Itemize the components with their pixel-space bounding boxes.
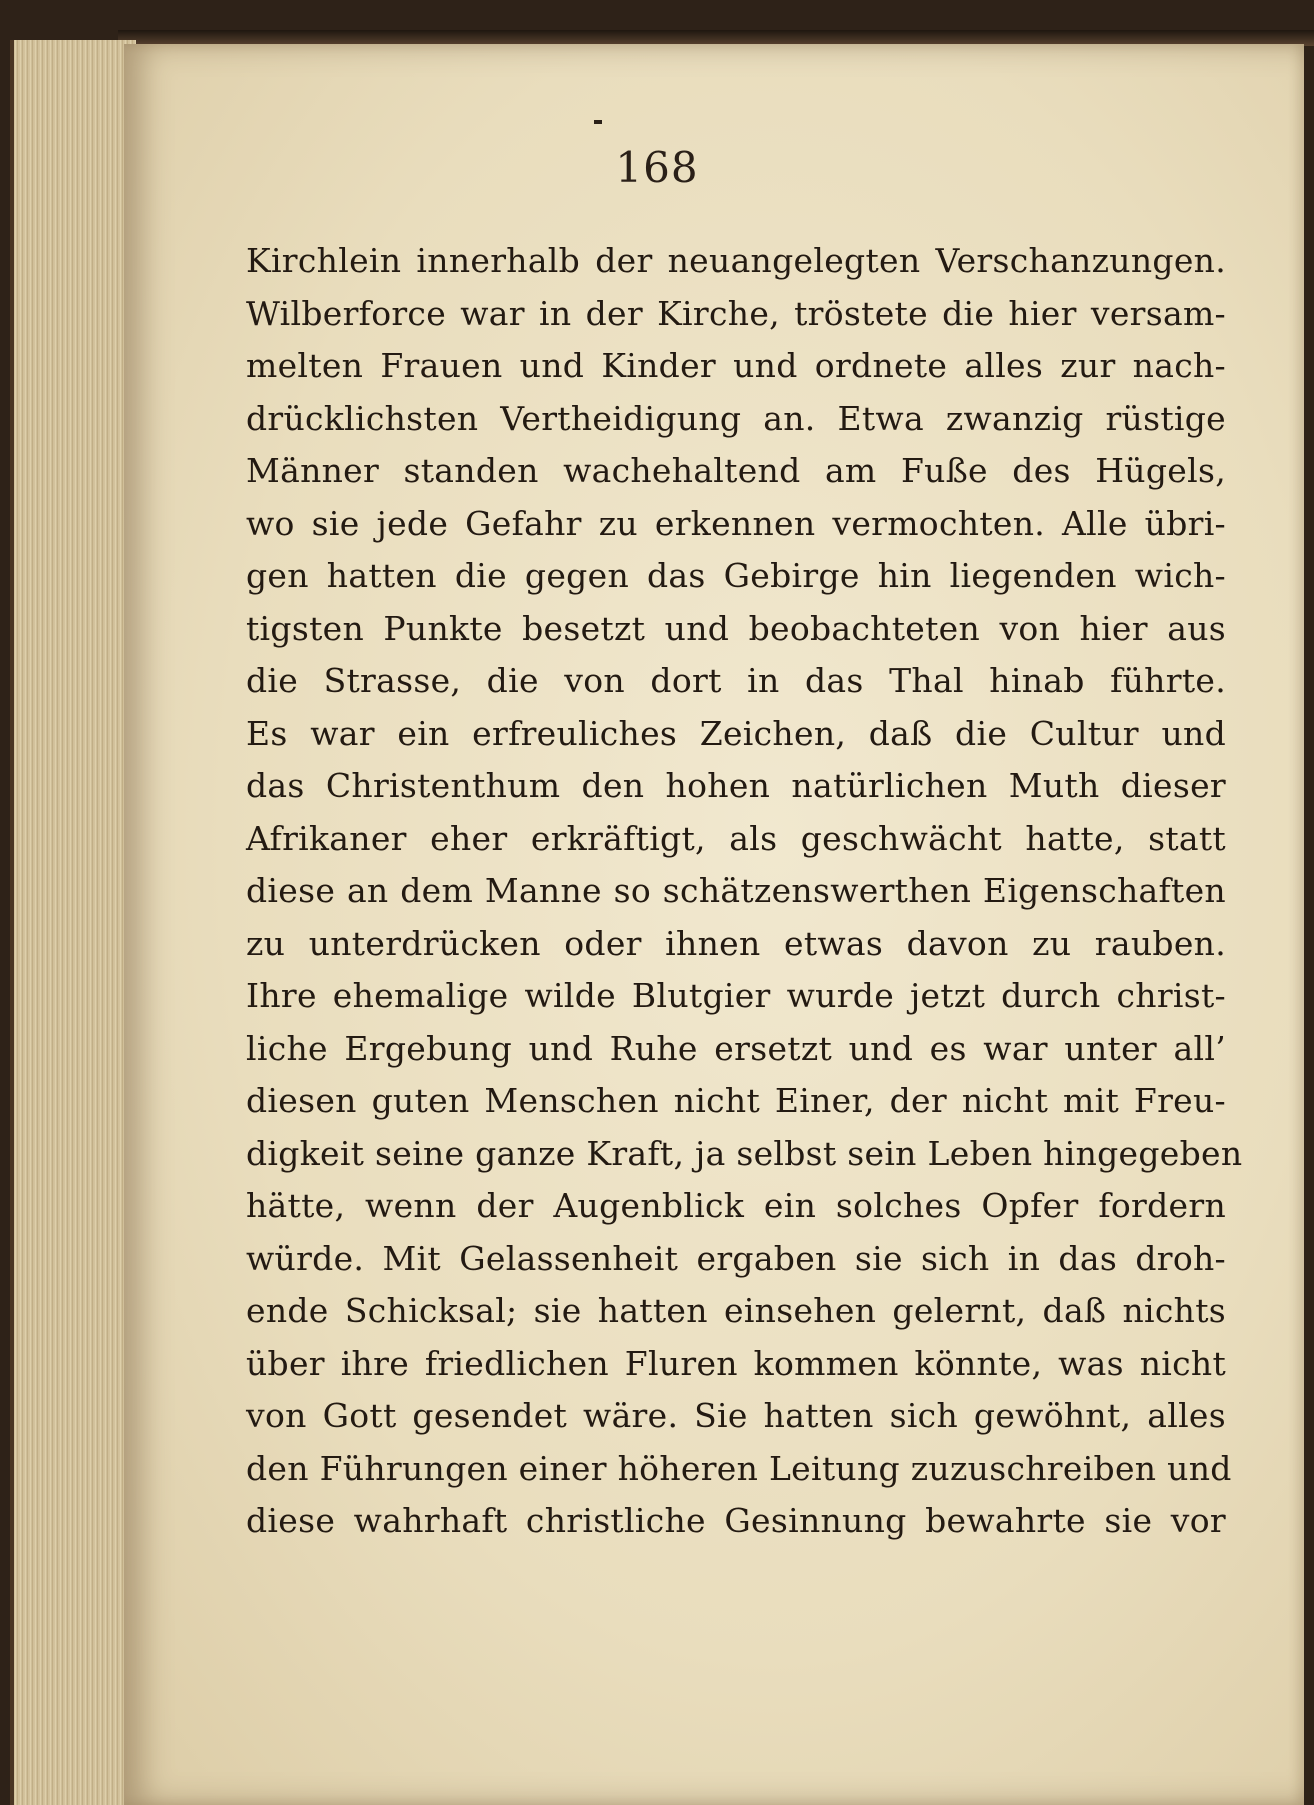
- text-line: Kirchlein innerhalb der neuangelegten Verschanzungen.: [246, 241, 1226, 280]
- print-mark: [594, 120, 602, 124]
- text-line: den Führungen einer höheren Leitung zuzuschreiben und: [246, 1448, 1232, 1488]
- text-line: diese wahrhaft christliche Gesinnung bewahrte sie vor: [246, 1501, 1226, 1540]
- text-line: tigsten Punkte besetzt und beobachteten von hier aus: [246, 608, 1226, 648]
- text-line: Es war ein erfreuliches Zeichen, daß die Cultur und: [246, 713, 1226, 753]
- text-line: melten Frauen und Kinder und ordnete alles zur nach-: [246, 346, 1226, 385]
- text-line: über ihre friedlichen Fluren kommen könnte, was nicht: [246, 1343, 1226, 1383]
- text-line: Männer standen wachehaltend am Fuße des Hügels,: [246, 451, 1226, 490]
- text-line: die Strasse, die von dort in das Thal hinab führte.: [246, 661, 1226, 700]
- text-line: Afrikaner eher erkräftigt, als geschwächt hatte, statt: [246, 818, 1226, 858]
- text-line: ende Schicksal; sie hatten einsehen gelernt, daß nichts: [246, 1291, 1226, 1330]
- text-line: drücklichsten Vertheidigung an. Etwa zwanzig rüstige: [246, 398, 1226, 438]
- page-number: 168: [615, 143, 699, 192]
- text-line: diesen guten Menschen nicht Einer, der nicht mit Freu-: [246, 1081, 1226, 1120]
- text-line: wo sie jede Gefahr zu erkennen vermochten. Alle übri-: [246, 503, 1226, 543]
- text-line: zu unterdrücken oder ihnen etwas davon zu rauben.: [246, 923, 1226, 963]
- text-line: von Gott gesendet wäre. Sie hatten sich gewöhnt, alles: [246, 1396, 1226, 1435]
- text-line: Wilberforce war in der Kirche, tröstete die hier versam-: [246, 293, 1226, 333]
- text-line: gen hatten die gegen das Gebirge hin liegenden wich-: [246, 556, 1226, 595]
- page-edges: [10, 40, 136, 1805]
- text-line: hätte, wenn der Augenblick ein solches Opfer fordern: [246, 1186, 1226, 1225]
- text-line: diese an dem Manne so schätzenswerthen Eigenschaften: [246, 871, 1226, 910]
- text-line: das Christenthum den hohen natürlichen Muth dieser: [246, 766, 1226, 805]
- text-line: digkeit seine ganze Kraft, ja selbst sein Leben hingegeben: [246, 1133, 1243, 1173]
- text-line: liche Ergebung und Ruhe ersetzt und es war unter all’: [246, 1028, 1226, 1068]
- text-line: Ihre ehemalige wilde Blutgier wurde jetzt durch christ-: [246, 976, 1226, 1015]
- text-line: würde. Mit Gelassenheit ergaben sie sich in das droh-: [246, 1238, 1226, 1278]
- body-text: [246, 235, 1243, 1548]
